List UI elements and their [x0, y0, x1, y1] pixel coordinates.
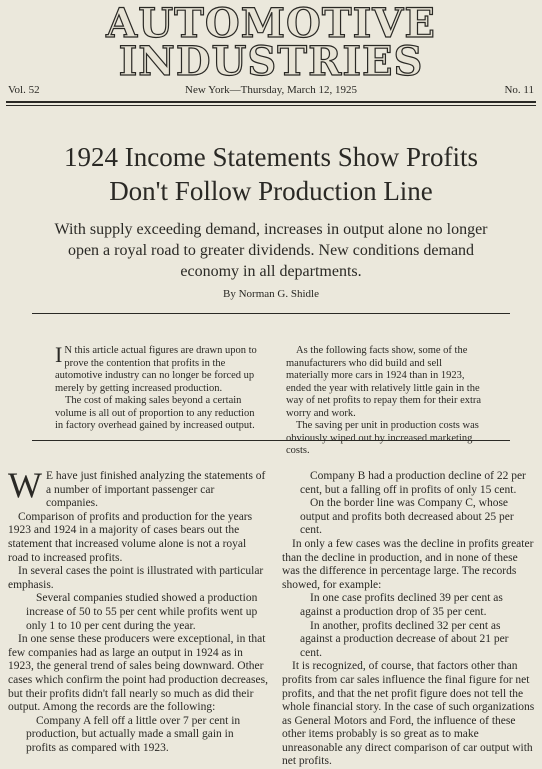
article-deck: With supply exceeding demand, increases in output alone no longer open a royal road to greater dividends. New conditions demand economy in all departments.: [54, 221, 488, 280]
body-para-indented: On the border line was Company C, whose output and profits both decreased about 25 per cent.: [300, 497, 514, 537]
summary-left-para2: The cost of making sales beyond a certain volume is all out of proportion to any reduction in factory overhead gained by increased output.: [55, 395, 255, 431]
byline: By Norman G. Shidle: [223, 288, 319, 300]
body-para: In only a few cases was the decline in profits greater than the decline in production, and in none of these was the difference in percentage large. The records showed, for example:: [282, 537, 534, 591]
summary-rule-top: [32, 313, 510, 314]
title-line1: 1924 Income Statements Show Profits: [64, 142, 478, 172]
summary-left: [55, 342, 265, 433]
summary-initial: I: [55, 342, 63, 367]
body-para: Comparison of profits and production for the years 1923 and 1924 in a majority of cases bears out the statement that increased volume alone is not a royal road to increased profits.: [8, 510, 253, 564]
summary-rule-bottom: [32, 440, 510, 441]
header-rule: [6, 101, 536, 103]
summary-left-para1: [55, 342, 265, 395]
summary-left-text1: N this article actual figures are drawn upon to prove the contention that profits in the automotive industry can no longer be forced up merely by getting increased production.: [55, 345, 257, 394]
body-column-right: [282, 470, 536, 769]
place-date: New York—Thursday, March 12, 1925: [185, 84, 357, 96]
title-line2: Don't Follow Production Line: [109, 176, 433, 206]
body-para-indented: Company A fell off a little over 7 per cent in production, but actually made a small gain in profits as compared with 1923.: [26, 714, 241, 754]
volume-number: Vol. 52: [8, 84, 40, 96]
masthead-line2: INDUSTRIES: [118, 38, 424, 85]
body-para: It is recognized, of course, that factors other than profits from car sales influence the final figure for net profits, and that the net profit figure does not tell the whole financial story. In the case of such organizations as General Motors and Ford, the influence of these other items probably is so great as to make unreasonable any direct comparison of car output with net profits.: [282, 660, 535, 768]
article-title: [0, 140, 542, 208]
body-para-indented: In another, profits declined 32 per cent as against a production decrease of about 21 per cent.: [300, 619, 509, 659]
summary-right-para2: The saving per unit in production costs was obviously wiped out by increased marketing costs.: [286, 420, 479, 456]
masthead-line1: AUTOMOTIVE: [106, 0, 436, 47]
body-para: In one sense these producers were exceptional, in that few companies had as large an output in 1924 as in 1923, the general trend of sales being downward. Other cases which confirm the point had production decreases, but their profits didn't fall nearly so much as did their output. Among the records are the following:: [8, 633, 268, 714]
body-para-indented: Company B had a production decline of 22 per cent, but a falling off in profits of only 15 cent.: [300, 470, 526, 496]
drop-cap: W: [8, 465, 42, 505]
body-para: In several cases the point is illustrated with particular emphasis.: [8, 565, 264, 591]
body-column-left: [8, 465, 268, 755]
body-text: E have just finished analyzing the statements of a number of important passenger car companies.: [45, 470, 266, 510]
summary-right-para1: As the following facts show, some of the manufacturers who did build and sell materially more cars in 1924 than in 1923, ended the year with relatively little gain in the way of net profits to repay them for their extra worry and work.: [286, 345, 482, 419]
body-para: [8, 465, 268, 511]
body-para-indented: In one case profits declined 39 per cent as against a production drop of 35 per cent.: [300, 592, 503, 618]
body-para-indented: Several companies studied showed a production increase of 50 to 55 per cent while profits went up only 1 to 10 per cent during the year.: [26, 592, 258, 632]
issue-number: No. 11: [504, 84, 534, 96]
header-rule-thin: [6, 105, 536, 106]
issue-line: [8, 84, 534, 100]
